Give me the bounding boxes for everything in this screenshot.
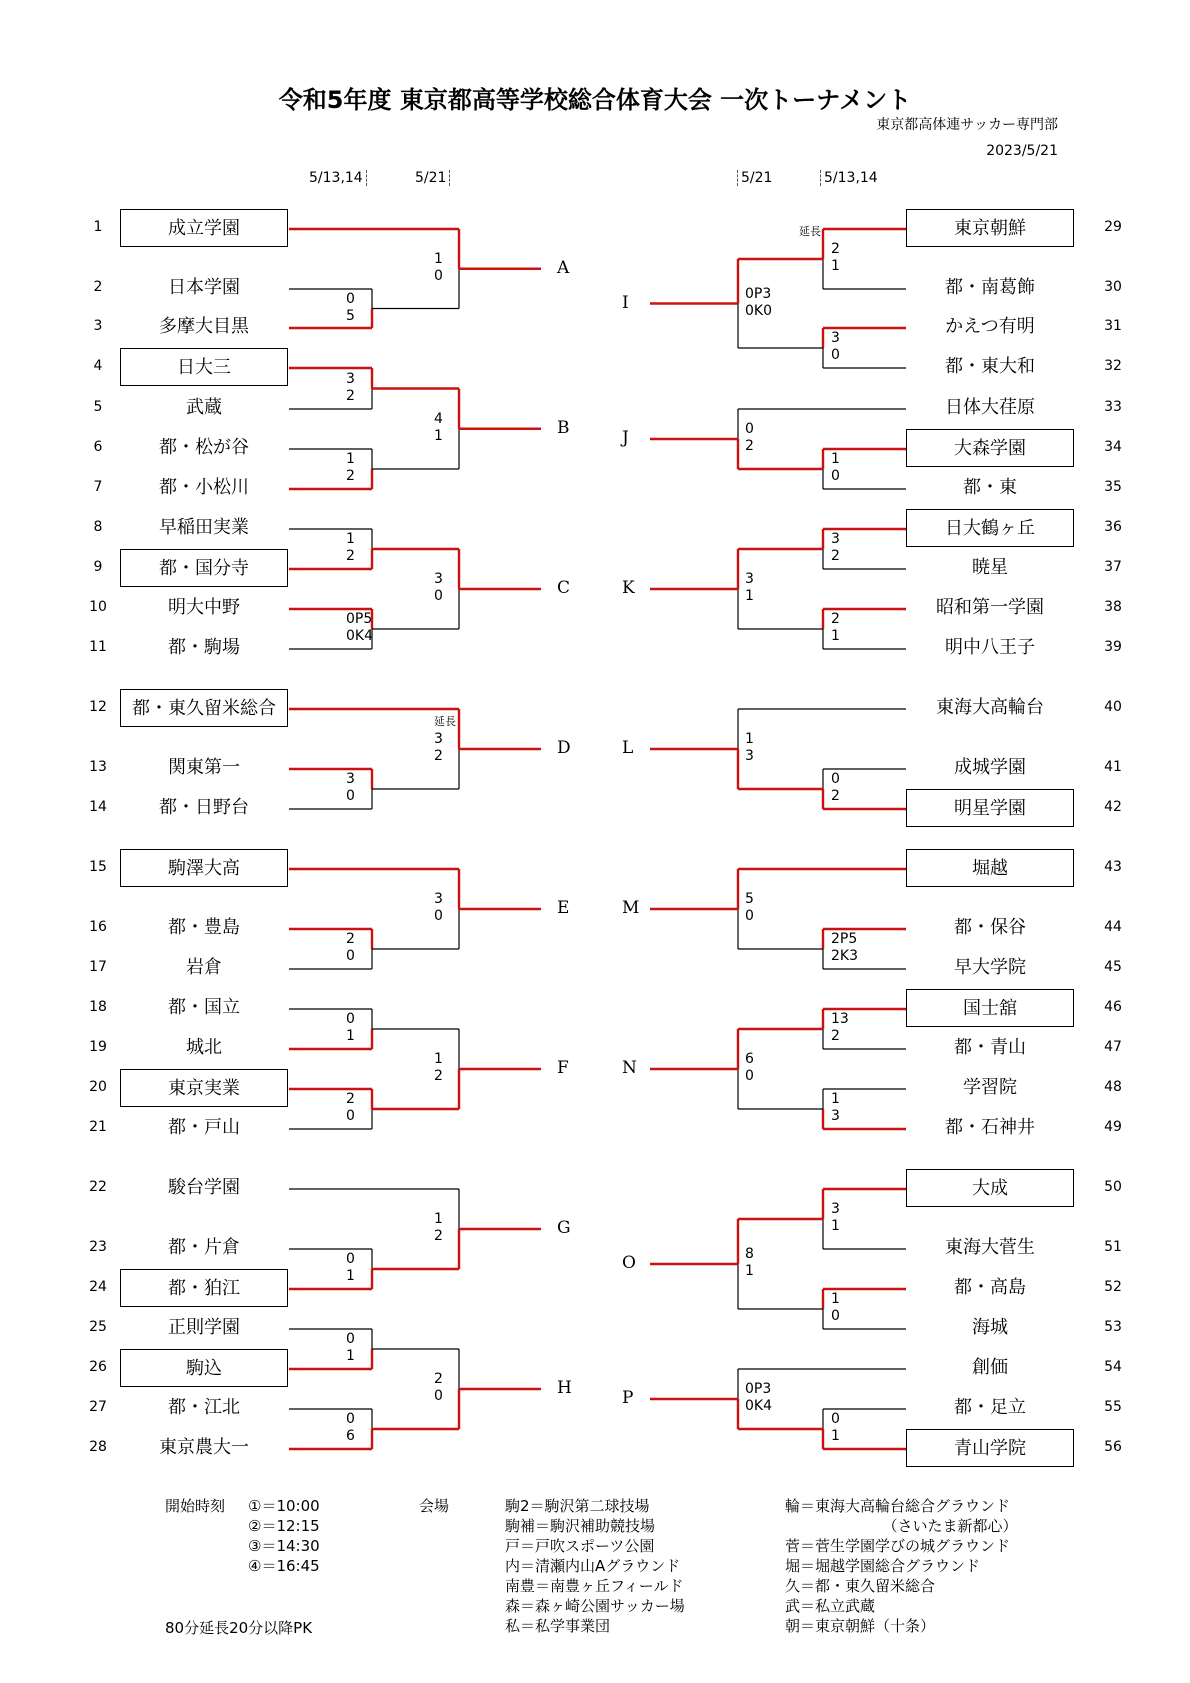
- score-bottom: 2K3: [831, 948, 858, 964]
- score-top: 1: [745, 731, 754, 747]
- team-name: 都・狛江: [120, 1269, 288, 1307]
- footer-line: 戸＝戸吹スポーツ公園: [505, 1537, 655, 1555]
- venue-list-1: [505, 1496, 685, 1636]
- team-seed-number: 41: [1104, 759, 1122, 775]
- score-top: 1: [434, 1211, 443, 1227]
- score-top: 0: [346, 1251, 355, 1267]
- score-top: 0P3: [745, 1381, 772, 1397]
- footer-line: ①＝10:00: [248, 1497, 320, 1515]
- match-score: [831, 241, 840, 275]
- block-letter: P: [622, 1388, 634, 1408]
- team-seed-number: 40: [1104, 699, 1122, 715]
- team-seed-number: 43: [1104, 859, 1122, 875]
- team-name: 明中八王子: [945, 637, 1035, 658]
- match-score: [434, 891, 443, 925]
- team-name: 都・高島: [954, 1277, 1026, 1298]
- block-letter: O: [622, 1253, 636, 1273]
- match-score: [745, 891, 754, 925]
- team-name: 東京農大一: [159, 1437, 249, 1458]
- team-seed-number: 42: [1104, 799, 1122, 815]
- footer-line: ②＝12:15: [248, 1517, 320, 1535]
- match-rule: 80分延長20分以降PK: [165, 1619, 313, 1637]
- footer-line: 菅＝菅生学園学びの城グラウンド: [785, 1537, 1011, 1555]
- footer-line: 内＝清瀬内山Aグラウンド: [505, 1557, 681, 1575]
- score-top: 1: [831, 1291, 840, 1307]
- start-times: [248, 1496, 320, 1576]
- team-name: 駿台学園: [168, 1177, 240, 1198]
- match-score: [745, 286, 772, 320]
- score-bottom: 1: [745, 1263, 754, 1279]
- team-name: 東京朝鮮: [906, 209, 1074, 247]
- team-seed-number: 1: [93, 219, 103, 235]
- team-name: 海城: [972, 1317, 1008, 1338]
- team-seed-number: 29: [1104, 219, 1122, 235]
- venue-label: 会場: [419, 1497, 450, 1515]
- team-name: 関東第一: [168, 757, 240, 778]
- footer-line: 南豊＝南豊ヶ丘フィールド: [505, 1577, 684, 1595]
- score-top: 1: [831, 1091, 840, 1107]
- team-name: 都・国分寺: [120, 549, 288, 587]
- match-score: [434, 1051, 443, 1085]
- block-letter: E: [557, 898, 570, 918]
- score-top: 2: [434, 1371, 443, 1387]
- match-score: [346, 451, 355, 485]
- score-bottom: 2: [434, 1228, 443, 1244]
- extra-time-note: 延長: [434, 715, 456, 728]
- score-top: 5: [745, 891, 754, 907]
- block-letter: I: [622, 292, 629, 313]
- score-bottom: 1: [745, 588, 754, 604]
- score-bottom: 2: [346, 468, 355, 484]
- match-score: [831, 771, 840, 805]
- team-seed-number: 26: [89, 1359, 107, 1375]
- block-letter: A: [557, 257, 570, 278]
- score-bottom: 1: [831, 1428, 840, 1444]
- team-seed-number: 23: [89, 1239, 107, 1255]
- team-seed-number: 17: [89, 959, 107, 975]
- match-score: [831, 531, 840, 565]
- round-date-left-r2: 5/21: [415, 170, 450, 186]
- match-score: [434, 571, 443, 605]
- score-top: 3: [346, 771, 355, 787]
- match-score: [831, 1411, 840, 1445]
- score-top: 0: [831, 771, 840, 787]
- team-name: 学習院: [963, 1077, 1017, 1098]
- block-letter: M: [622, 898, 640, 918]
- score-bottom: 0K0: [745, 302, 772, 319]
- match-score: [831, 1201, 840, 1235]
- team-seed-number: 45: [1104, 959, 1122, 975]
- score-top: 2: [831, 241, 840, 257]
- score-bottom: 1: [831, 258, 840, 274]
- score-top: 0: [346, 290, 355, 307]
- score-top: 3: [434, 731, 443, 747]
- match-score: [346, 1251, 355, 1285]
- score-top: 3: [831, 1201, 840, 1217]
- score-bottom: 0: [745, 908, 754, 924]
- footer-line: ④＝16:45: [248, 1557, 320, 1575]
- team-seed-number: 21: [89, 1119, 107, 1135]
- team-seed-number: 48: [1104, 1079, 1122, 1095]
- team-name: 東京実業: [120, 1069, 288, 1107]
- score-bottom: 1: [831, 628, 840, 644]
- team-seed-number: 49: [1104, 1119, 1122, 1135]
- team-name: 成城学園: [954, 757, 1026, 778]
- score-bottom: 0: [434, 908, 443, 924]
- team-seed-number: 22: [89, 1179, 107, 1195]
- match-score: [346, 611, 373, 645]
- match-score: [745, 1051, 754, 1085]
- score-top: 1: [434, 1051, 443, 1067]
- footer-line: 朝＝東京朝鮮（十条）: [785, 1617, 936, 1635]
- team-name: 都・駒場: [168, 637, 240, 658]
- score-bottom: 1: [346, 1028, 355, 1044]
- match-score: [831, 451, 840, 485]
- match-score: [745, 1381, 772, 1415]
- team-name: 都・国立: [168, 997, 240, 1018]
- team-seed-number: 47: [1104, 1039, 1122, 1055]
- team-name: 東海大高輪台: [936, 697, 1044, 718]
- score-bottom: 0: [434, 588, 443, 604]
- score-bottom: 1: [346, 1348, 355, 1364]
- team-name: 堀越: [906, 849, 1074, 887]
- team-seed-number: 50: [1104, 1179, 1122, 1195]
- round-date-right-r2: 5/21: [737, 170, 772, 186]
- team-name: 都・青山: [954, 1037, 1026, 1058]
- score-bottom: 0: [745, 1068, 754, 1084]
- team-name: 明星学園: [906, 789, 1074, 827]
- score-bottom: 0: [346, 1108, 355, 1124]
- score-top: 2P5: [831, 931, 858, 947]
- team-seed-number: 8: [93, 519, 103, 535]
- match-score: [434, 731, 443, 765]
- team-name: 都・東久留米総合: [120, 689, 288, 727]
- block-letter: H: [557, 1378, 572, 1398]
- team-seed-number: 56: [1104, 1439, 1122, 1455]
- team-seed-number: 51: [1104, 1239, 1122, 1255]
- score-top: 1: [346, 531, 355, 547]
- match-score: [831, 330, 840, 364]
- footer-line: 武＝私立武蔵: [785, 1597, 876, 1615]
- score-top: 3: [745, 571, 754, 587]
- footer-line: 堀＝堀越学園総合グラウンド: [785, 1557, 981, 1575]
- score-top: 8: [745, 1246, 754, 1262]
- team-name: 青山学院: [906, 1429, 1074, 1467]
- score-top: 2: [346, 931, 355, 947]
- team-seed-number: 38: [1104, 599, 1122, 615]
- team-name: 都・東大和: [945, 356, 1035, 377]
- team-seed-number: 35: [1104, 479, 1122, 495]
- team-seed-number: 4: [93, 358, 103, 374]
- team-name: 武蔵: [186, 397, 222, 418]
- score-bottom: 0: [831, 1308, 840, 1324]
- team-seed-number: 3: [93, 318, 103, 334]
- team-name: 日本学園: [168, 277, 240, 298]
- team-seed-number: 33: [1104, 399, 1122, 415]
- team-name: 国士舘: [906, 989, 1074, 1027]
- score-bottom: 2: [831, 788, 840, 804]
- block-letter: N: [622, 1058, 637, 1078]
- team-name: 日体大荏原: [945, 397, 1035, 418]
- match-score: [745, 571, 754, 605]
- footer-line: （さいたま新都心）: [785, 1517, 1018, 1535]
- team-seed-number: 30: [1104, 279, 1122, 295]
- team-seed-number: 44: [1104, 919, 1122, 935]
- score-top: 3: [434, 891, 443, 907]
- footer-line: 駒補＝駒沢補助競技場: [505, 1517, 656, 1535]
- team-seed-number: 53: [1104, 1319, 1122, 1335]
- team-name: 東海大菅生: [945, 1237, 1035, 1258]
- team-seed-number: 36: [1104, 519, 1122, 535]
- score-bottom: 3: [831, 1108, 840, 1124]
- score-top: 0: [346, 1331, 355, 1347]
- match-score: [831, 1091, 840, 1125]
- team-name: 創価: [972, 1357, 1008, 1378]
- match-score: [346, 931, 355, 965]
- score-bottom: 2: [346, 548, 355, 564]
- team-seed-number: 13: [89, 759, 107, 775]
- team-name: 都・石神井: [945, 1117, 1035, 1138]
- start-time-label: 開始時刻: [165, 1497, 226, 1515]
- score-bottom: 1: [434, 427, 443, 444]
- block-letter: D: [557, 738, 571, 758]
- team-seed-number: 24: [89, 1279, 107, 1295]
- team-seed-number: 2: [93, 279, 103, 295]
- team-seed-number: 52: [1104, 1279, 1122, 1295]
- team-seed-number: 28: [89, 1439, 107, 1455]
- team-name: 都・戸山: [168, 1117, 240, 1138]
- team-seed-number: 10: [89, 599, 107, 615]
- team-name: 城北: [186, 1037, 222, 1058]
- match-score: [745, 731, 754, 765]
- score-top: 0: [745, 421, 754, 437]
- block-letter: J: [622, 428, 629, 448]
- score-bottom: 6: [346, 1428, 355, 1444]
- score-bottom: 0: [434, 1388, 443, 1404]
- round-date-left-r1: 5/13,14: [309, 170, 367, 186]
- team-name: 早大学院: [954, 957, 1026, 978]
- match-score: [831, 1291, 840, 1325]
- team-name: 都・東: [963, 477, 1017, 498]
- match-score: [434, 1371, 443, 1405]
- team-name: 日大鶴ヶ丘: [906, 509, 1074, 547]
- score-top: 1: [434, 250, 443, 267]
- team-name: 昭和第一学園: [936, 597, 1044, 618]
- team-seed-number: 34: [1104, 439, 1122, 455]
- block-letter: G: [557, 1218, 571, 1238]
- match-score: [346, 1411, 355, 1445]
- team-name: 成立学園: [120, 209, 288, 247]
- score-top: 1: [831, 451, 840, 467]
- match-score: [346, 1091, 355, 1125]
- team-name: かえつ有明: [945, 316, 1035, 337]
- match-score: [434, 251, 443, 285]
- team-seed-number: 37: [1104, 559, 1122, 575]
- block-letter: C: [557, 578, 571, 598]
- block-letter: L: [622, 738, 634, 758]
- team-seed-number: 19: [89, 1039, 107, 1055]
- score-bottom: 0: [346, 788, 355, 804]
- score-top: 0: [346, 1011, 355, 1027]
- team-name: 都・南葛飾: [945, 277, 1035, 298]
- footer-line: 森＝森ヶ崎公園サッカー場: [505, 1597, 685, 1615]
- team-seed-number: 54: [1104, 1359, 1122, 1375]
- score-top: 0: [346, 1411, 355, 1427]
- score-top: 3: [831, 330, 840, 346]
- team-name: 都・日野台: [159, 797, 249, 818]
- team-seed-number: 9: [93, 559, 103, 575]
- team-name: 岩倉: [186, 957, 222, 978]
- score-bottom: 2: [831, 548, 840, 564]
- team-name: 明大中野: [168, 597, 240, 618]
- score-top: 3: [346, 370, 355, 387]
- team-seed-number: 11: [89, 639, 107, 655]
- team-name: 都・片倉: [168, 1237, 240, 1258]
- score-bottom: 3: [745, 748, 754, 764]
- match-score: [346, 771, 355, 805]
- score-top: 3: [831, 531, 840, 547]
- score-bottom: 2: [434, 748, 443, 764]
- team-seed-number: 27: [89, 1399, 107, 1415]
- block-letter: K: [622, 578, 635, 598]
- match-score: [831, 611, 840, 645]
- score-top: 0P5: [346, 611, 373, 627]
- score-bottom: 0: [434, 267, 443, 284]
- footer-line: ③＝14:30: [248, 1537, 320, 1555]
- team-seed-number: 32: [1104, 358, 1122, 374]
- team-seed-number: 6: [93, 439, 103, 455]
- team-seed-number: 25: [89, 1319, 107, 1335]
- score-bottom: 1: [831, 1218, 840, 1234]
- score-top: 1: [346, 451, 355, 467]
- venue-list-2: [785, 1496, 1018, 1636]
- score-top: 2: [346, 1091, 355, 1107]
- team-name: 大森学園: [906, 429, 1074, 467]
- team-name: 都・松が谷: [159, 437, 249, 458]
- team-name: 都・足立: [954, 1397, 1026, 1418]
- match-score: [831, 931, 858, 965]
- team-seed-number: 31: [1104, 318, 1122, 334]
- score-top: 6: [745, 1051, 754, 1067]
- score-top: 0: [831, 1411, 840, 1427]
- score-bottom: 1: [346, 1268, 355, 1284]
- match-score: [745, 421, 754, 455]
- team-seed-number: 39: [1104, 639, 1122, 655]
- team-name: 大成: [906, 1169, 1074, 1207]
- score-top: 2: [831, 611, 840, 627]
- extra-time-note: 延長: [799, 225, 821, 238]
- team-seed-number: 12: [89, 699, 107, 715]
- team-name: 多摩大目黒: [159, 316, 249, 337]
- match-score: [346, 291, 355, 325]
- score-bottom: 2: [745, 438, 754, 454]
- team-seed-number: 7: [93, 479, 103, 495]
- team-name: 日大三: [120, 348, 288, 386]
- footer-line: 久＝都・東久留米総合: [785, 1577, 936, 1595]
- team-seed-number: 15: [89, 859, 107, 875]
- footer-line: 私＝私学事業団: [505, 1617, 611, 1635]
- match-score: [434, 1211, 443, 1245]
- score-bottom: 0: [831, 347, 840, 363]
- team-seed-number: 5: [93, 399, 103, 415]
- score-bottom: 0K4: [346, 628, 373, 644]
- score-bottom: 2: [346, 387, 355, 404]
- team-name: 都・江北: [168, 1397, 240, 1418]
- team-seed-number: 18: [89, 999, 107, 1015]
- publish-date: 2023/5/21: [986, 143, 1058, 159]
- score-bottom: 0: [831, 468, 840, 484]
- block-letter: B: [557, 417, 570, 438]
- team-name: 都・豊島: [168, 917, 240, 938]
- team-seed-number: 55: [1104, 1399, 1122, 1415]
- footer-line: 駒2＝駒沢第二球技場: [505, 1497, 650, 1515]
- match-score: [434, 411, 443, 445]
- team-name: 暁星: [972, 557, 1008, 578]
- score-bottom: 0K4: [745, 1398, 772, 1414]
- match-score: [346, 531, 355, 565]
- team-name: 駒込: [120, 1349, 288, 1387]
- score-top: 3: [434, 571, 443, 587]
- team-name: 早稲田実業: [159, 517, 249, 538]
- match-score: [745, 1246, 754, 1280]
- match-score: [346, 371, 355, 405]
- score-bottom: 0: [346, 948, 355, 964]
- score-bottom: 2: [831, 1028, 840, 1044]
- round-date-right-r1: 5/13,14: [820, 170, 878, 186]
- team-seed-number: 14: [89, 799, 107, 815]
- team-name: 都・保谷: [954, 917, 1026, 938]
- team-seed-number: 20: [89, 1079, 107, 1095]
- team-name: 都・小松川: [159, 477, 249, 498]
- organizer: 東京都高体連サッカー専門部: [876, 117, 1058, 133]
- score-top: 0P3: [745, 285, 772, 302]
- score-bottom: 2: [434, 1068, 443, 1084]
- block-letter: F: [557, 1058, 569, 1078]
- match-score: [831, 1011, 849, 1045]
- footer-line: 輪＝東海大高輪台総合グラウンド: [785, 1497, 1011, 1515]
- match-score: [346, 1331, 355, 1365]
- score-top: 4: [434, 410, 443, 427]
- team-name: 正則学園: [168, 1317, 240, 1338]
- page-title: 令和5年度 東京都高等学校総合体育大会 一次トーナメント: [278, 86, 912, 114]
- match-score: [346, 1011, 355, 1045]
- score-top: 13: [831, 1011, 849, 1027]
- team-seed-number: 16: [89, 919, 107, 935]
- team-seed-number: 46: [1104, 999, 1122, 1015]
- score-bottom: 5: [346, 307, 355, 324]
- team-name: 駒澤大高: [120, 849, 288, 887]
